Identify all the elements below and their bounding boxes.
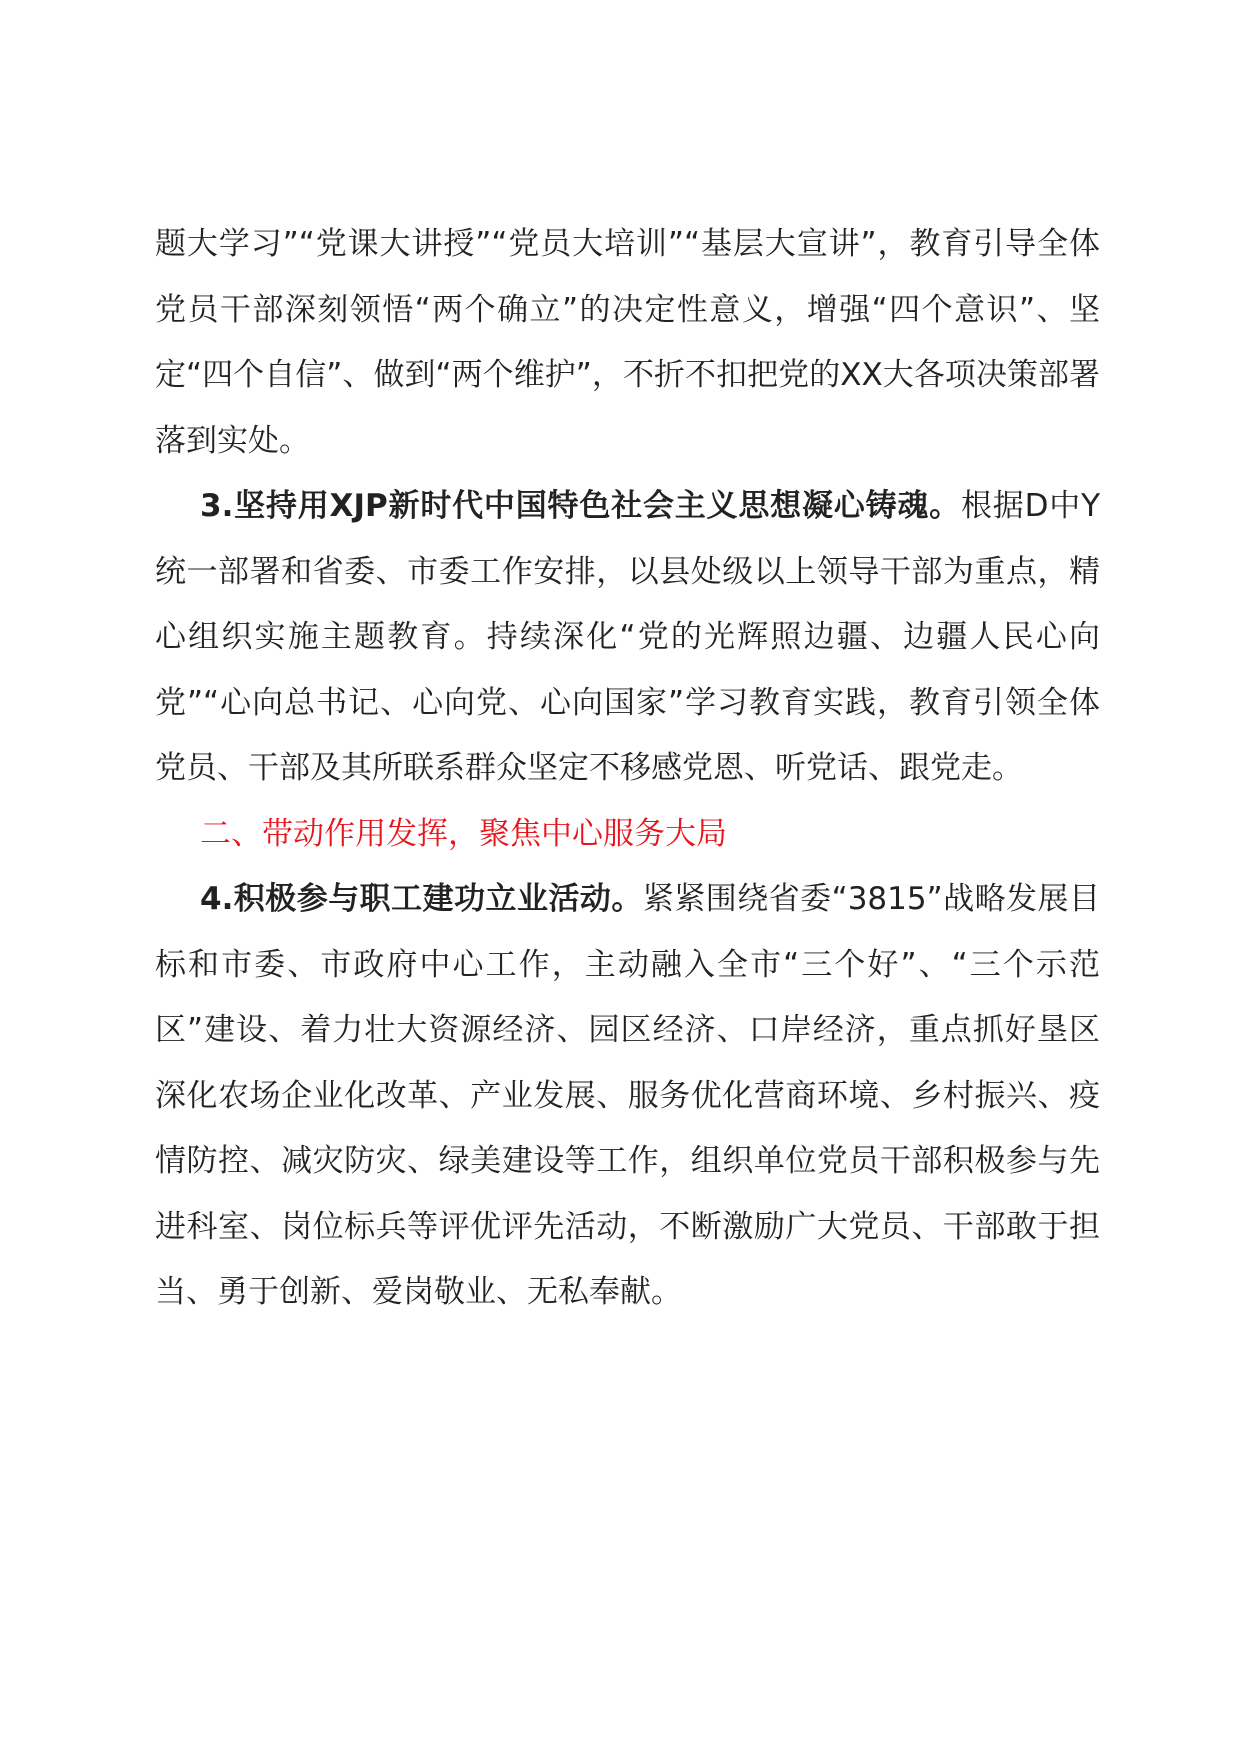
document-body (155, 212, 1100, 1326)
item-4-body: 紧紧围绕省委“3815”战略发展目标和市委、市政府中心工作，主动融入全市“三个好”、“三个示范区”建设、着力壮大资源经济、园区经济、口岸经济，重点抓好垦区深化农场企业化改革、产业发展、服务优化营商环境、乡村振兴、疫情防控、减灾防灾、绿美建设等工作，组织单位党员干部积极参与先进科室、岗位标兵等评优评先活动，不断激励广大党员、干部敢于担当、勇于创新、爱岗敬业、无私奉献。 (155, 881, 1100, 1310)
item-3-body: 根据D中Y统一部署和省委、市委工作安排，以县处级以上领导干部为重点，精心组织实施主题教育。持续深化“党的光辉照边疆、边疆人民心向党”“心向总书记、心向党、心向国家”学习教育实践，教育引领全体党员、干部及其所联系群众坚定不移感党恩、听党话、跟党走。 (155, 488, 1101, 786)
item-3-title: 3.坚持用XJP新时代中国特色社会主义思想凝心铸魂。 (200, 488, 961, 524)
item-3-paragraph (155, 474, 1100, 802)
section-heading: 二、带动作用发挥，聚焦中心服务大局 (200, 815, 727, 852)
item-4-title: 4.积极参与职工建功立业活动。 (200, 881, 643, 917)
paragraph-continuation: 题大学习”“党课大讲授”“党员大培训”“基层大宣讲”，教育引导全体党员干部深刻领悟“两个确立”的决定性意义，增强“四个意识”、坚定“四个自信”、做到“两个维护”，不折不扣把党的XX大各项决策部署落到实处。 (155, 226, 1100, 459)
item-4-paragraph (155, 867, 1100, 1326)
